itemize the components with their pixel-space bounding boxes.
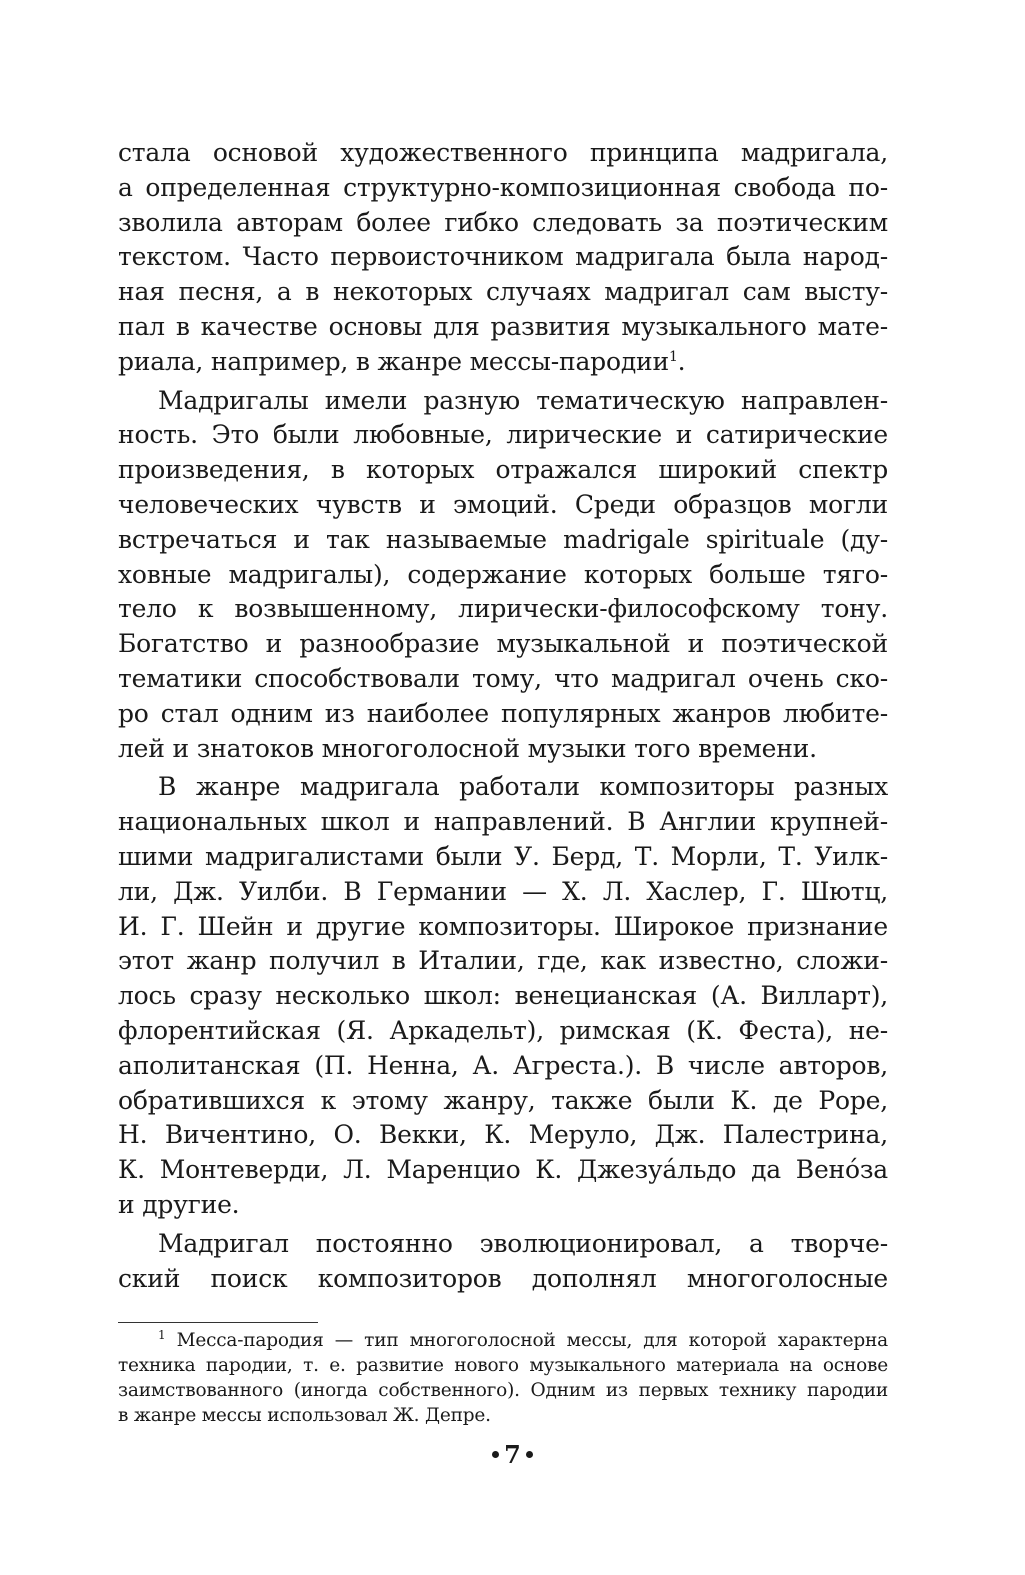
footnote [118, 1328, 888, 1428]
text-line: В жанре мадригала работали композиторы разных [158, 772, 888, 802]
text-line: и другие. [118, 1189, 240, 1219]
footnote-line: в жанре мессы использовал Ж. Депре. [118, 1405, 491, 1426]
text-line: произведения, в которых отражался широкий спектр [118, 455, 888, 485]
footnote-reference[interactable]: 1 [668, 348, 678, 365]
footnote-divider [118, 1322, 318, 1323]
text-line: тематики способствовали тому, что мадригал очень ско- [118, 663, 888, 693]
text-line: ность. Это были любовные, лирические и сатирические [118, 420, 888, 450]
text-line: аполитанская (П. Ненна, А. Агреста.). В числе авторов, [118, 1050, 888, 1080]
text-line: встречаться и так называемые madrigale spirituale (ду- [118, 524, 888, 554]
text-line: этот жанр получил в Италии, где, как известно, сложи- [118, 946, 888, 976]
paragraph-1 [118, 136, 888, 380]
main-text [118, 136, 888, 1296]
text-segment: . [677, 346, 686, 376]
footnote-text: Месса-пародия — тип многоголосной мессы, для которой характерна [176, 1330, 888, 1351]
footnote-marker: 1 [158, 1328, 166, 1342]
text-line: а определенная структурно-композиционная свобода по- [118, 172, 888, 202]
footnote-line [118, 1328, 888, 1353]
text-line: национальных школ и направлений. В Англии крупней- [118, 807, 888, 837]
paragraph-3 [118, 770, 888, 1222]
text-line: лей и знатоков многоголосной музыки того времени. [118, 733, 817, 763]
page-number-value: 7 [504, 1440, 521, 1469]
text-line: ро стал одним из наиболее популярных жанров любите- [118, 698, 888, 728]
text-line: Мадригал постоянно эволюционировал, а творче- [158, 1228, 888, 1258]
text-line: текстом. Часто первоисточником мадригала была народ- [118, 242, 888, 272]
text-line: стала основой художественного принципа мадригала, [118, 138, 888, 167]
text-line: И. Г. Шейн и другие композиторы. Широкое признание [118, 911, 888, 941]
footnote-line: техника пародии, т. е. развитие нового музыкального материала на основе [118, 1355, 888, 1376]
text-line: К. Монтеверди, Л. Маренцио К. Джезуáльдо да Венóза [118, 1155, 888, 1185]
paragraph-4 [118, 1227, 888, 1297]
text-line: тело к возвышенному, лирически-философскому тону. [118, 594, 888, 624]
page-number [0, 1440, 1025, 1469]
footnote-line: заимствованного (иногда собственного). Одним из первых технику пародии [118, 1380, 888, 1401]
text-line: шими мадригалистами были У. Берд, Т. Морли, Т. Уилк- [118, 841, 888, 871]
text-line: ский поиск композиторов дополнял многоголосные [118, 1263, 888, 1293]
text-line: пал в качестве основы для развития музыкального мате- [118, 311, 888, 341]
text-line: зволила авторам более гибко следовать за поэтическим [118, 207, 888, 237]
text-line: Н. Вичентино, О. Векки, К. Меруло, Дж. Палестрина, [118, 1120, 888, 1150]
text-line: лось сразу несколько школ: венецианская (А. Вилларт), [118, 981, 888, 1011]
text-segment: риала, например, в жанре мессы-пародии [118, 346, 669, 376]
bullet-dot-icon [526, 1451, 533, 1458]
text-line: обратившихся к этому жанру, также были К. де Роре, [118, 1085, 888, 1115]
text-line: ховные мадригалы), содержание которых больше тяго- [118, 559, 888, 589]
text-line: Богатство и разнообразие музыкальной и поэтической [118, 629, 888, 659]
text-line: Мадригалы имели разную тематическую направлен- [158, 385, 888, 415]
text-line: флорентийская (Я. Аркадельт), римская (К. Феста), не- [118, 1015, 888, 1045]
text-line: ли, Дж. Уилби. В Германии — Х. Л. Хаслер, Г. Шютц, [118, 876, 888, 906]
paragraph-2 [118, 384, 888, 767]
bullet-dot-icon [492, 1451, 499, 1458]
text-line: ная песня, а в некоторых случаях мадригал сам высту- [118, 277, 888, 307]
text-line [118, 345, 888, 380]
text-line: человеческих чувств и эмоций. Среди образцов могли [118, 489, 888, 519]
